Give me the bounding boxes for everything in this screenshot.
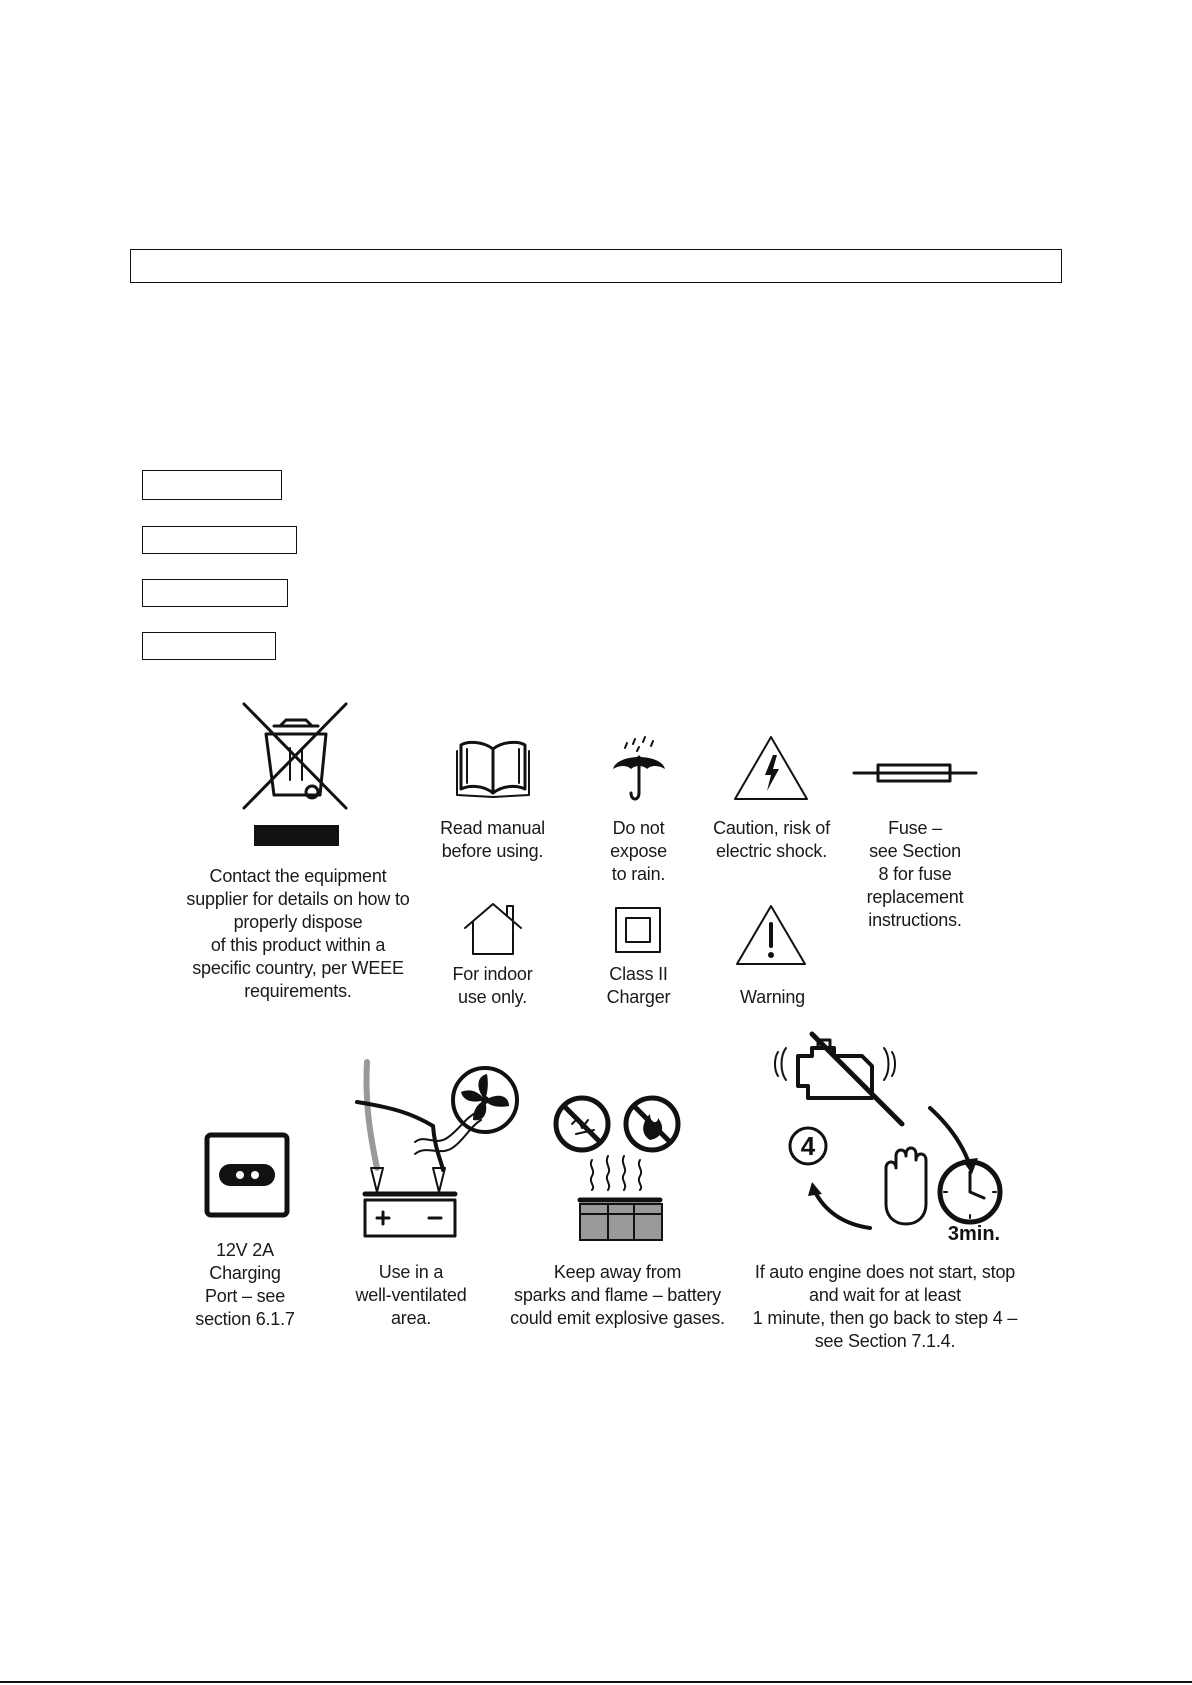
shock-caption: Caution, risk of electric shock.: [713, 818, 830, 861]
wait-time-label: 3min.: [947, 1223, 1001, 1245]
rain-caption: Do not expose to rain.: [610, 818, 667, 884]
redacted-title-box: [130, 249, 1062, 283]
battery-ventilation-icon: [355, 1060, 520, 1240]
indoor-caption: For indoor use only.: [452, 964, 533, 1007]
umbrella-icon: [609, 735, 669, 803]
redacted-field-box-4: [142, 632, 276, 660]
fuse-icon: [852, 758, 978, 788]
warning-triangle-icon: [735, 904, 807, 966]
engine-restart-icon: [772, 1028, 1012, 1243]
charging-port-caption: 12V 2A Charging Port – see section 6.1.7: [195, 1240, 295, 1329]
ventilated-caption: Use in a well-ventilated area.: [355, 1262, 467, 1328]
warning-caption: Warning: [740, 987, 805, 1007]
house-icon: [463, 902, 523, 956]
book-icon: [455, 735, 531, 799]
read-manual-caption: Read manual before using.: [440, 818, 545, 861]
redacted-field-box-2: [142, 526, 297, 554]
sparks-caption: Keep away from sparks and flame – battery could emit explosive gases.: [510, 1262, 725, 1328]
no-sparks-icon: [554, 1094, 686, 1244]
class2-caption: Class II Charger: [606, 964, 671, 1007]
crossed-bin-icon: [240, 700, 352, 850]
shock-triangle-icon: [733, 735, 809, 801]
fuse-caption: Fuse – see Section 8 for fuse replacement instructions.: [866, 818, 964, 930]
weee-caption: Contact the equipment supplier for details on how to properly dispose of this product within a specific country, per WEEE requirements.: [186, 866, 410, 1001]
charging-port-icon: [205, 1133, 289, 1217]
page-bottom-rule: [0, 1681, 1192, 1683]
redacted-field-box-1: [142, 470, 282, 500]
auto-engine-caption: If auto engine does not start, stop and wait for at least 1 minute, then go back to step 4 – see Section 7.1.4.: [752, 1262, 1018, 1351]
redacted-field-box-3: [142, 579, 288, 607]
step-number-label: 4: [800, 1131, 816, 1161]
class2-icon: [615, 907, 661, 953]
